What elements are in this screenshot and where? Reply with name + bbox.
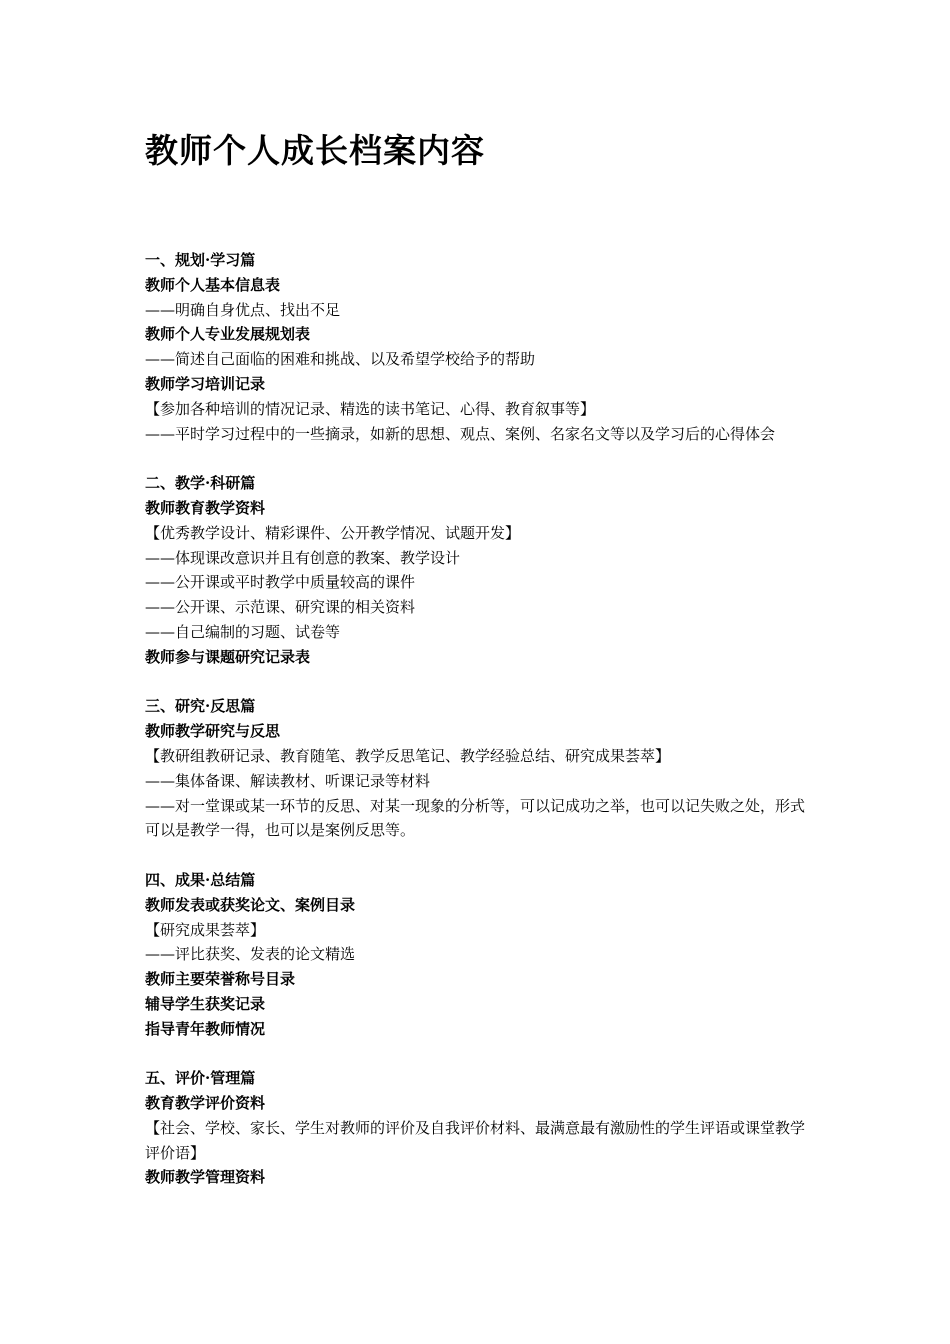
item-description: 【研究成果荟萃】 (145, 920, 266, 939)
section-heading: 一、规划·学习篇 (145, 251, 256, 269)
section-heading: 三、研究·反思篇 (145, 697, 256, 716)
section-2 (145, 471, 817, 669)
item-description: ——简述自己面临的困难和挑战、以及希望学校给予的帮助 (145, 350, 536, 369)
section-heading: 四、成果·总结篇 (145, 870, 256, 889)
section-4 (145, 868, 817, 1042)
document-body (145, 248, 817, 1190)
item-description: 【社会、学校、家长、学生对教师的评价及自我评价材料、最满意最有激励性的学生评语或课堂教学评价语】 (145, 1118, 806, 1162)
item-title: 教师学习培训记录 (145, 374, 266, 393)
item-title: 教育教学评价资料 (145, 1094, 266, 1113)
section-5 (145, 1066, 817, 1190)
item-description: ——公开课或平时教学中质量较高的课件 (145, 573, 416, 592)
section-heading: 五、评价·管理篇 (145, 1069, 256, 1088)
item-title: 教师教学管理资料 (145, 1168, 266, 1187)
section-heading: 二、教学·科研篇 (145, 474, 256, 493)
section-3 (145, 694, 817, 843)
item-title: 辅导学生获奖记录 (145, 994, 266, 1013)
item-title: 教师个人基本信息表 (145, 275, 281, 294)
section-1 (145, 248, 817, 446)
item-description: ——平时学习过程中的一些摘录，如新的思想、观点、案例、名家名文等以及学习后的心得体会 (145, 424, 776, 443)
item-description: 【参加各种培训的情况记录、精选的读书笔记、心得、教育叙事等】 (145, 399, 596, 418)
item-description: ——明确自身优点、找出不足 (145, 300, 341, 319)
item-title: 教师个人专业发展规划表 (145, 325, 311, 344)
item-description: 【教研组教研记录、教育随笔、教学反思笔记、教学经验总结、研究成果荟萃】 (145, 746, 671, 765)
item-description: ——体现课改意识并且有创意的教案、教学设计 (145, 548, 461, 567)
item-title: 教师主要荣誉称号目录 (145, 970, 296, 989)
item-title: 指导青年教师情况 (145, 1019, 266, 1038)
document-title: 教师个人成长档案内容 (145, 131, 485, 170)
item-description: ——自己编制的习题、试卷等 (145, 622, 341, 641)
item-title: 教师参与课题研究记录表 (145, 647, 311, 666)
item-title: 教师教学研究与反思 (145, 722, 281, 741)
item-description: ——公开课、示范课、研究课的相关资料 (145, 598, 416, 617)
item-description: ——评比获奖、发表的论文精选 (145, 945, 356, 964)
item-description: ——对一堂课或某一环节的反思、对某一现象的分析等，可以记成功之举，也可以记失败之处，形式可以是教学一得，也可以是案例反思等。 (145, 796, 806, 840)
item-description: ——集体备课、解读教材、听课记录等材料 (145, 771, 431, 790)
item-description: 【优秀教学设计、精彩课件、公开教学情况、试题开发】 (145, 523, 521, 542)
item-title: 教师发表或获奖论文、案例目录 (145, 895, 356, 914)
item-title: 教师教育教学资料 (145, 498, 266, 517)
